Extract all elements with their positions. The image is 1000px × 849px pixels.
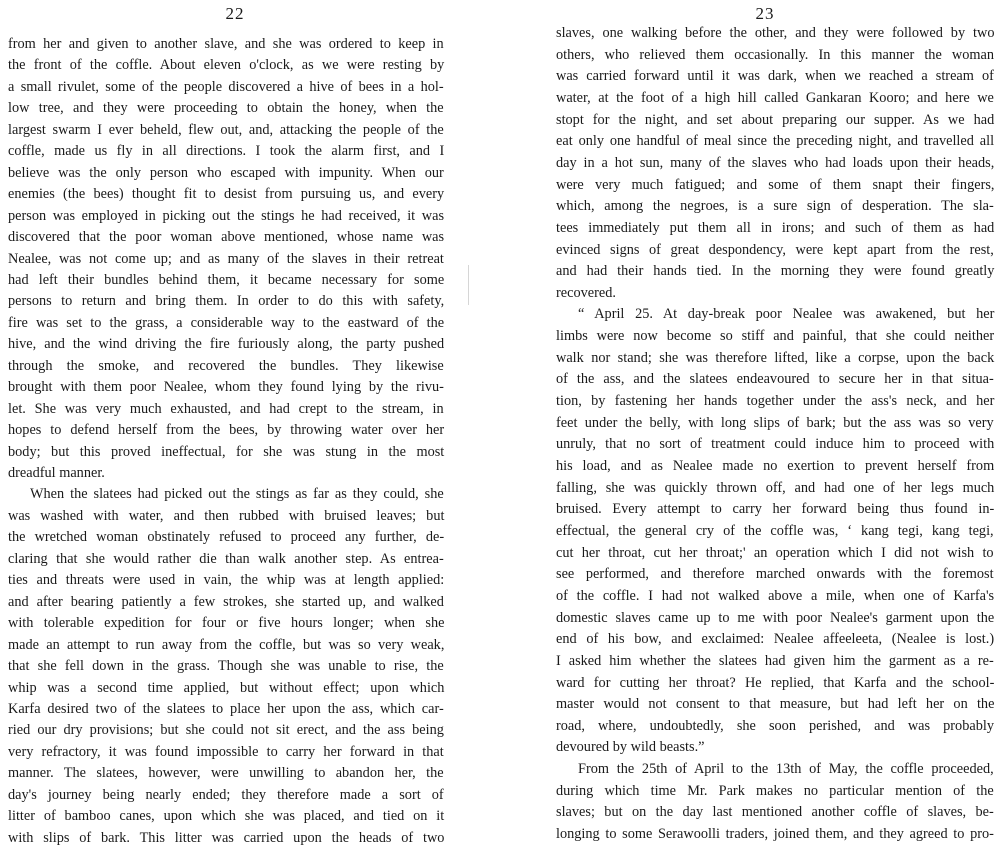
text-line: ties and threats were used in vain, the whip was at length applied: — [8, 572, 445, 589]
text-line: evinced signs of great despondency, were kept apart from the rest, — [556, 241, 994, 258]
text-line: was carried forward until it was dark, when we reached a stream of — [556, 68, 994, 85]
text-line: fire was set to the grass, a considerable way to the eastward of the — [8, 314, 445, 331]
text-line: tion, by fastening her hands together under the ass's neck, and her — [556, 393, 995, 410]
left-page — [0, 0, 470, 846]
text-line: largest swarm I ever beheld, flew out, and, attacking the people of the — [8, 121, 444, 138]
text-line: brought with them poor Nealee, whom they found lying by the rivu- — [8, 379, 444, 396]
gutter-mark — [468, 265, 469, 305]
text-line: person was employed in picking out the stings he had received, it was — [8, 207, 445, 224]
text-line: the wretched woman obstinately refused to proceed any further, de- — [8, 529, 445, 546]
text-line: devoured by wild beasts.” — [556, 739, 705, 756]
text-line: and had their hands tied. In the morning they were found greatly — [556, 263, 995, 280]
text-line: water, at the foot of a high hill called Gankaran Kooro; and here we — [556, 89, 994, 106]
text-line: Nealee, was not come up; and as many of the slaves in their retreat — [8, 250, 444, 267]
text-line: master would not consent to that measure, but had left her on the — [556, 696, 995, 713]
text-line: cut her throat, cut her throat;' an operation which I did not wish to — [556, 544, 994, 561]
text-line: discovered that the poor woman above mentioned, whose name was — [8, 229, 445, 246]
text-line: from her and given to another slave, and she was ordered to keep in — [8, 36, 444, 52]
text-line: claring that she would rather die than walk another step. As entrea- — [8, 550, 444, 567]
text-line: the front of the coffle. About eleven o'clock, as we were resting by — [8, 57, 445, 74]
text-line: were very much fatigued; and some of them snapt their fingers, — [556, 176, 995, 193]
text-line: had left their bundles behind them, it became necessary for some — [8, 271, 445, 288]
text-line: very refractory, it was found impossible to carry her forward in that — [8, 743, 444, 760]
text-line: ward for cutting her throat? He replied, that Karfa and the school- — [556, 674, 995, 691]
text-line: day in a hot sun, many of the slaves who had loads upon their heads, — [556, 154, 995, 171]
text-line: with tolerable expedition for four or five hours longer; when she — [8, 615, 445, 632]
text-line: let. She was very much exhausted, and had crept to the stream, in — [8, 400, 444, 417]
text-line: falling, she was quickly thrown off, and had one of her legs much — [556, 479, 995, 496]
text-line: whip was a second time applied, but without effect; upon which — [8, 679, 445, 696]
page-number: 23 — [755, 4, 775, 23]
text-line: was washed with water, and then rubbed with bruised leaves; but — [8, 507, 445, 524]
right-page — [530, 0, 1000, 843]
text-line: When the slatees had picked out the stings as far as they could, she — [30, 486, 444, 503]
text-line: that she fell down in the grass. Though she was unable to rise, the — [8, 658, 444, 675]
text-line: dreadful manner. — [8, 465, 105, 481]
text-line: litter of bamboo canes, upon which she was placed, and tied on it — [8, 808, 445, 825]
text-line: persons to return and bring them. In order to do this with safety, — [8, 293, 445, 310]
text-line: domestic slaves came up to me with poor Nealee's garment upon the — [556, 609, 995, 626]
text-line: believe was the only person who escaped with impunity. When our — [8, 164, 444, 181]
text-line: stopt for the night, and set about preparing our supper. As we had — [556, 111, 995, 128]
text-line: unruly, that no sort of treatment could induce him to proceed with — [556, 436, 995, 453]
text-line: limbs were now become so stiff and painful, that she could neither — [556, 328, 995, 345]
text-line: a small rivulet, some of the people discovered a hive of bees in a hol- — [8, 78, 444, 95]
page-number: 22 — [225, 4, 245, 23]
text-line: tees immediately put them all in irons; and such of them as had — [556, 219, 995, 236]
text-line: walk nor stand; she was therefore lifted, like a corpse, upon the back — [556, 349, 995, 366]
text-line: ried our dry provisions; but she could not sit erect, and the ass being — [8, 722, 444, 739]
text-line: which, among the negroes, is a sure sign of desperation. The sla- — [556, 198, 994, 215]
text-line: “ April 25. At day-break poor Nealee was awakened, but her — [578, 306, 995, 323]
text-line: others, who relieved them occasionally. In this manner the woman — [556, 46, 995, 63]
text-line: hive, and the wind driving the fire furiously along, the party pushed — [8, 336, 445, 353]
text-line: coffle, made us fly in all directions. I took the alarm first, and I — [8, 143, 445, 160]
text-line: effectual, the general cry of the coffle was, ‘ kang tegi, kang tegi, — [556, 522, 994, 539]
text-line: slaves, one walking before the other, and they were followed by two — [556, 25, 995, 41]
text-line: day's journey being nearly ended; they therefore made a sort of — [8, 786, 444, 803]
text-line: his load, and as Nealee made no exertion to prevent herself from — [556, 458, 995, 474]
text-line: eat only one handful of meal since the preceding night, and travelled all — [556, 133, 995, 150]
text-line: made an attempt to run away from the coffle, but was so very weak, — [8, 636, 445, 653]
text-line: through the smoke, and recovered the bundles. They likewise — [8, 357, 444, 374]
text-line: of the coffle. I had not walked above a mile, when one of Karfa's — [556, 587, 995, 604]
text-line: low tree, and they were proceeding to obtain the honey, when the — [8, 100, 444, 117]
text-line: bruised. Every attempt to carry her forward being thus found in- — [556, 501, 995, 518]
text-line: body; but this proved ineffectual, for she was stung in the most — [8, 443, 445, 460]
text-line: Karfa desired two of the slatees to place her upon the ass, which car- — [8, 700, 444, 717]
text-line: during which time Mr. Park makes no particular mention of the — [556, 782, 994, 799]
text-line: road, where, undoubtedly, she soon perished, and was probably — [556, 717, 994, 734]
text-line: see performed, and therefore marched onwards with the foremost — [556, 566, 994, 583]
text-line: From the 25th of April to the 13th of May, the coffle proceeded, — [578, 761, 994, 778]
text-line: hopes to defend herself from the bees, by throwing water over her — [8, 422, 445, 439]
text-line: manner. The slatees, however, were unwilling to abandon her, the — [8, 765, 444, 782]
text-line: recovered. — [556, 284, 616, 301]
text-line: with slips of bark. This litter was carried upon the heads of two — [8, 829, 445, 846]
text-line: enemies (the bees) thought fit to desist from pursuing us, and every — [8, 186, 445, 203]
text-line: and after bearing patiently a few strokes, she started up, and walked — [8, 593, 444, 610]
text-line: feet under the belly, with long slips of bark; but the ass was so very — [556, 414, 994, 431]
text-line: longing to some Serawoolli traders, joined them, and they agreed to pro- — [556, 826, 994, 843]
text-line: end of his bow, and exclaimed: Nealee affeeleeta, (Nealee is lost.) — [556, 631, 995, 648]
text-line: I asked him whether the slatees had given him the garment as a re- — [556, 652, 994, 669]
text-line: slaves; but on the day last mentioned another coffle of slaves, be- — [556, 804, 994, 821]
text-line: of the ass, and the slatees endeavoured to secure her in that situa- — [556, 371, 994, 388]
